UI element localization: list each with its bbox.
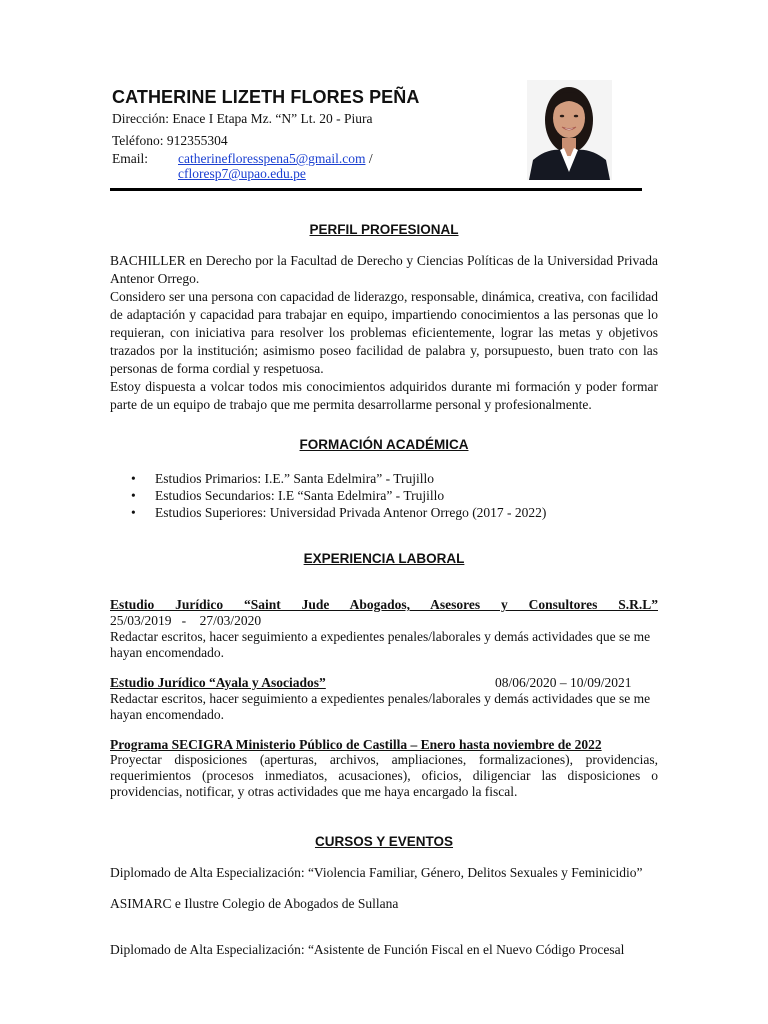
list-item (110, 504, 658, 521)
section-heading-experiencia: EXPERIENCIA LABORAL (303, 551, 465, 566)
applicant-name: CATHERINE LIZETH FLORES PEÑA (112, 87, 420, 107)
curso-1-title: Diplomado de Alta Especialización: “Violencia Familiar, Género, Delitos Sexuales y Feminicidio” (110, 865, 643, 880)
job-3-title: Programa SECIGRA Ministerio Público de Castilla – Enero hasta noviembre de 2022 (110, 737, 602, 752)
section-heading-cursos: CURSOS Y EVENTOS (314, 834, 454, 849)
address-line: Dirección: Enace I Etapa Mz. “N” Lt. 20 - Piura (112, 111, 373, 126)
email-line-1 (178, 151, 373, 167)
email-separator: / (365, 151, 373, 166)
job-1-title: Estudio Jurídico “Saint Jude Abogados, Asesores y Consultores S.R.L” (110, 597, 658, 612)
bullet-icon: • (131, 471, 136, 486)
perfil-paragraph-2: Considero ser una persona con capacidad de liderazgo, responsable, dinámica, creativa, con facilidad de adaptación y capacidad para trabajar en equipo, impartiendo conocimientos a las personas que lo requieran, con iniciativa para resolver los problemas eficientemente, lograr las metas y objetivos trazados por la institución; asimismo poseo facilidad de palabra y, porsupuesto, buen trato con las personas de forma cordial y respetuosa. (110, 289, 658, 376)
bullet-icon: • (131, 488, 136, 503)
formacion-item-text: Estudios Secundarios: I.E “Santa Edelmira” - Trujillo (155, 488, 445, 503)
formacion-list (110, 470, 658, 521)
perfil-paragraph-1: BACHILLER en Derecho por la Facultad de Derecho y Ciencias Políticas de la Universidad Privada Antenor Orrego. (110, 253, 658, 286)
formacion-item-text: Estudios Superiores: Universidad Privada Antenor Orrego (2017 - 2022) (155, 505, 547, 520)
profile-portrait-icon (527, 80, 612, 180)
job-2-title: Estudio Jurídico “Ayala y Asociados” (110, 675, 326, 690)
email-label: Email: (112, 151, 148, 166)
email-link-secondary[interactable]: cfloresp7@upao.edu.pe (178, 166, 306, 181)
formacion-item-text: Estudios Primarios: I.E.” Santa Edelmira” - Trujillo (155, 471, 434, 486)
email-link-primary[interactable]: catherinefloresspena5@gmail.com (178, 151, 366, 166)
job-1-dates: 25/03/2019 - 27/03/2020 (110, 613, 262, 628)
job-1-description: Redactar escritos, hacer seguimiento a expedientes penales/laborales y demás actividades que se me hayan encomendado. (110, 629, 651, 660)
header-divider (110, 188, 642, 191)
perfil-paragraph-3: Estoy dispuesta a volcar todos mis conocimientos adquiridos durante mi formación y poder formar parte de un equipo de trabajo que me permita desarrollarme personal y profesionalmente. (110, 379, 658, 412)
email-line-2 (178, 166, 306, 182)
list-item (110, 487, 658, 504)
job-2-description: Redactar escritos, hacer seguimiento a expedientes penales/laborales y demás actividades que se me hayan encomendado. (110, 691, 651, 722)
bullet-icon: • (131, 505, 136, 520)
curso-1-organizer: ASIMARC e Ilustre Colegio de Abogados de Sullana (110, 896, 399, 911)
job-2-dates: 08/06/2020 – 10/09/2021 (495, 675, 632, 690)
phone-line: Teléfono: 912355304 (112, 133, 228, 148)
profile-photo (527, 80, 612, 180)
section-heading-formacion: FORMACIÓN ACADÉMICA (299, 437, 469, 452)
list-item (110, 470, 658, 487)
curso-2-title: Diplomado de Alta Especialización: “Asistente de Función Fiscal en el Nuevo Código Procesal (110, 942, 625, 957)
section-heading-perfil: PERFIL PROFESIONAL (309, 222, 459, 237)
job-3-description: Proyectar disposiciones (aperturas, archivos, ampliaciones, formalizaciones), providencias, requerimientos (procesos inmediatos, acusaciones), oficios, diligenciar las disposiciones o providencias, notificar, y otras actividades que me haya encargado la fiscal. (110, 752, 658, 799)
